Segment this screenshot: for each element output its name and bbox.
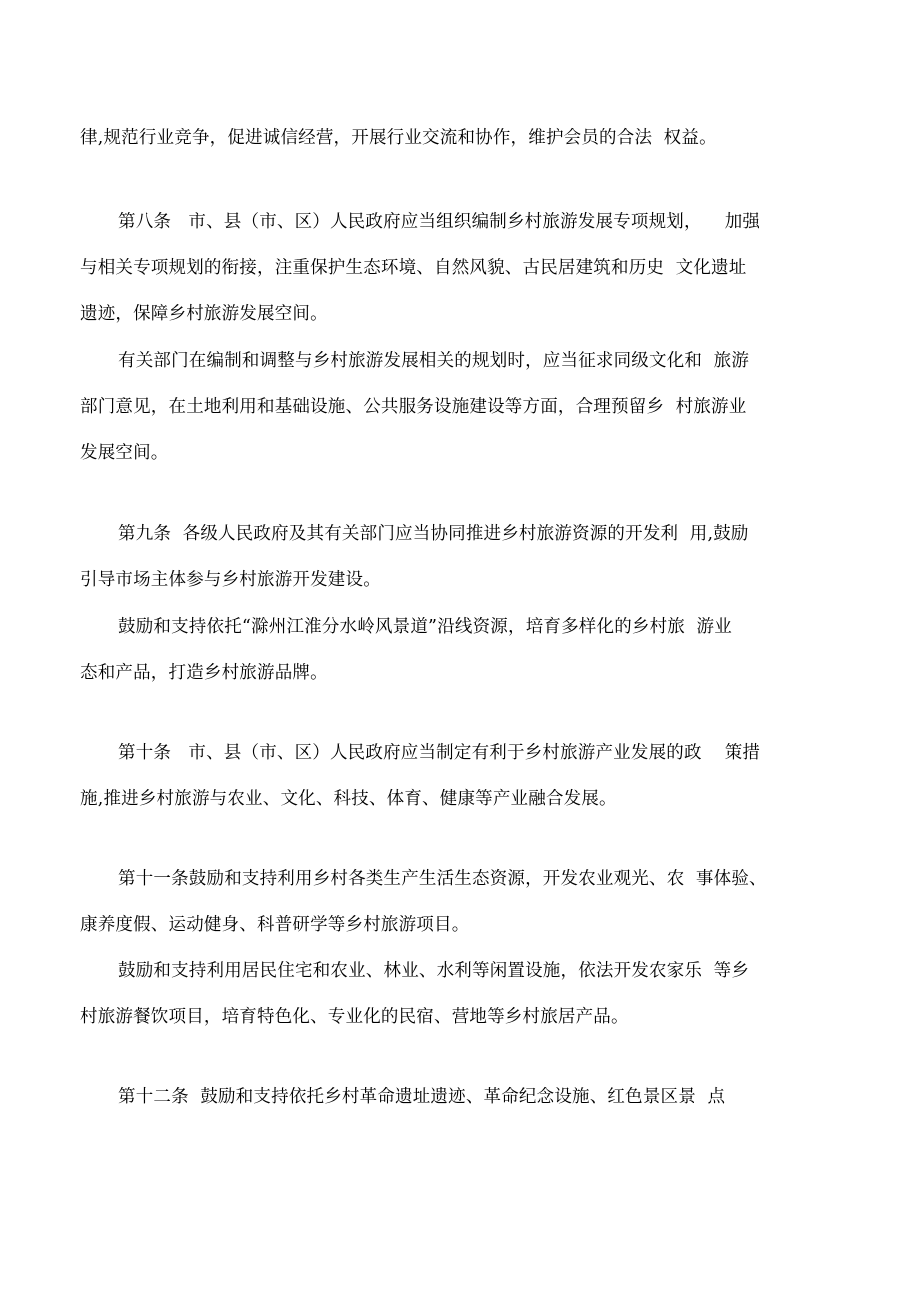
text-line: 与相关专项规划的衔接，注重保护生态环境、自然风貌、古民居建筑和历史 文化遗址 [80,258,747,278]
text-line: 有关部门在编制和调整与乡村旅游发展相关的规划时，应当征求同级文化和 旅游 [118,351,750,371]
text-line: 康养度假、运动健身、科普研学等乡村旅游项目。 [80,915,470,935]
text-line: 态和产品，打造乡村旅游品牌。 [80,663,328,683]
text-line: 村旅游餐饮项目，培育特色化、专业化的民宿、营地等乡村旅居产品。 [80,1007,629,1027]
text-line: 第八条 市、县（市、区）人民政府应当组织编制乡村旅游发展专项规划， 加强 [118,212,761,232]
text-line: 第十二条 鼓励和支持依托乡村革命遗址遗迹、革命纪念设施、红色景区景 点 [118,1087,726,1107]
text-line: 部门意见，在土地利用和基础设施、公共服务设施建设等方面，合理预留乡 村旅游业 [80,397,747,417]
text-line: 鼓励和支持依托“滁州江淮分水岭风景道”沿线资源，培育多样化的乡村旅 游业 [118,617,732,637]
text-line: 第十一条鼓励和支持利用乡村各类生产生活生态资源，开发农业观光、农 事体验、 [118,869,767,889]
text-line: 引导市场主体参与乡村旅游开发建设。 [80,570,381,590]
text-line: 遗迹，保障乡村旅游发展空间。 [80,304,328,324]
text-line: 律,规范行业竞争，促进诚信经营，开展行业交流和协作，维护会员的合法 权益。 [80,128,717,148]
text-line: 第十条 市、县（市、区）人民政府应当制定有利于乡村旅游产业发展的政 策措 [118,743,761,763]
text-line: 第九条 各级人民政府及其有关部门应当协同推进乡村旅游资源的开发利 用,鼓励 [118,524,749,544]
text-line: 发展空间。 [80,443,169,463]
text-line: 鼓励和支持利用居民住宅和农业、林业、水利等闲置设施，依法开发农家乐 等乡 [118,961,750,981]
text-line: 施,推进乡村旅游与农业、文化、科技、体育、健康等产业融合发展。 [80,789,617,809]
